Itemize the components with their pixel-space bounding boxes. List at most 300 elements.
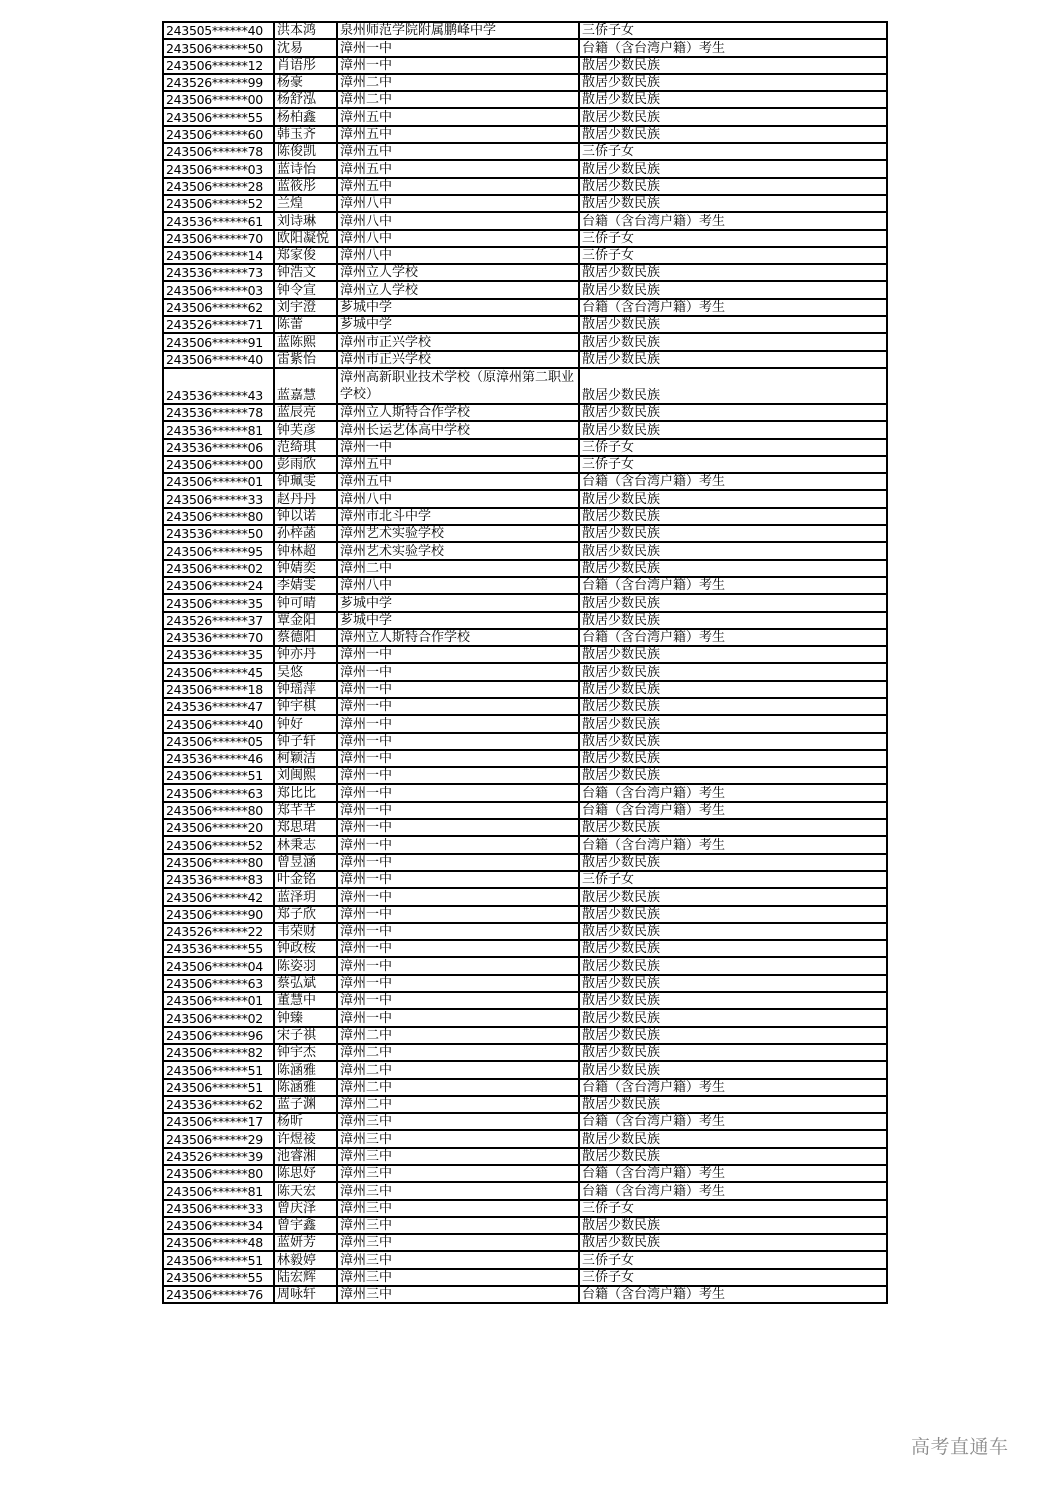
table-row <box>163 473 887 490</box>
table-row <box>163 22 887 39</box>
category-cell: 三侨子女 <box>579 871 887 888</box>
school-cell: 漳州二中 <box>337 1061 579 1078</box>
category-cell: 散居少数民族 <box>579 663 887 680</box>
category-cell: 散居少数民族 <box>579 108 887 125</box>
school-cell: 漳州一中 <box>337 646 579 663</box>
category-cell: 台籍（含台湾户籍）考生 <box>579 836 887 853</box>
candidate-id-cell: 243506******80 <box>163 1165 274 1182</box>
table-row <box>163 612 887 629</box>
candidate-name-cell: 覃金阳 <box>274 612 337 629</box>
table-row <box>163 733 887 750</box>
table-row <box>163 264 887 281</box>
category-cell: 散居少数民族 <box>579 490 887 507</box>
candidate-id-cell: 243506******78 <box>163 143 274 160</box>
candidate-id-cell: 243526******71 <box>163 316 274 333</box>
candidate-id-cell: 243506******55 <box>163 1269 274 1286</box>
candidate-id-cell: 243506******05 <box>163 733 274 750</box>
candidate-id-cell: 243506******80 <box>163 508 274 525</box>
school-cell: 漳州一中 <box>337 802 579 819</box>
table-row <box>163 421 887 438</box>
school-cell: 漳州五中 <box>337 473 579 490</box>
category-cell: 散居少数民族 <box>579 178 887 195</box>
school-cell: 漳州市北斗中学 <box>337 508 579 525</box>
table-row <box>163 1217 887 1234</box>
candidate-id-cell: 243506******51 <box>163 767 274 784</box>
category-cell: 散居少数民族 <box>579 264 887 281</box>
candidate-name-cell: 杨豪 <box>274 74 337 91</box>
candidate-list-sheet <box>162 21 886 1304</box>
table-row <box>163 715 887 732</box>
candidate-name-cell: 陈涵雅 <box>274 1061 337 1078</box>
table-row <box>163 1113 887 1130</box>
candidate-name-cell: 林毅婷 <box>274 1251 337 1268</box>
candidate-name-cell: 钟子轩 <box>274 733 337 750</box>
category-cell: 散居少数民族 <box>579 888 887 905</box>
school-cell: 漳州一中 <box>337 975 579 992</box>
category-cell: 台籍（含台湾户籍）考生 <box>579 629 887 646</box>
candidate-name-cell: 刘诗琳 <box>274 212 337 229</box>
candidate-name-cell: 钟好 <box>274 715 337 732</box>
category-cell: 散居少数民族 <box>579 560 887 577</box>
category-cell: 台籍（含台湾户籍）考生 <box>579 784 887 801</box>
school-cell: 漳州二中 <box>337 74 579 91</box>
category-cell: 台籍（含台湾户籍）考生 <box>579 1182 887 1199</box>
candidate-id-cell: 243506******28 <box>163 178 274 195</box>
table-row <box>163 1148 887 1165</box>
candidate-name-cell: 韩玉齐 <box>274 126 337 143</box>
candidate-id-cell: 243506******91 <box>163 333 274 350</box>
school-cell: 芗城中学 <box>337 594 579 611</box>
candidate-id-cell: 243536******35 <box>163 646 274 663</box>
category-cell: 散居少数民族 <box>579 508 887 525</box>
category-cell: 台籍（含台湾户籍）考生 <box>579 473 887 490</box>
table-row <box>163 854 887 871</box>
candidate-name-cell: 孙梓菡 <box>274 525 337 542</box>
school-cell: 漳州八中 <box>337 212 579 229</box>
table-row <box>163 299 887 316</box>
candidate-table <box>162 21 888 1304</box>
table-row <box>163 1061 887 1078</box>
candidate-id-cell: 243506******51 <box>163 1251 274 1268</box>
category-cell: 散居少数民族 <box>579 421 887 438</box>
school-cell: 漳州八中 <box>337 577 579 594</box>
candidate-id-cell: 243506******52 <box>163 836 274 853</box>
school-cell: 漳州立人斯特合作学校 <box>337 404 579 421</box>
candidate-name-cell: 董慧中 <box>274 992 337 1009</box>
candidate-id-cell: 243506******34 <box>163 1217 274 1234</box>
school-cell: 漳州三中 <box>337 1200 579 1217</box>
candidate-id-cell: 243536******61 <box>163 212 274 229</box>
candidate-id-cell: 243506******81 <box>163 1182 274 1199</box>
school-cell: 漳州一中 <box>337 992 579 1009</box>
candidate-name-cell: 曾宇鑫 <box>274 1217 337 1234</box>
table-row <box>163 316 887 333</box>
category-cell: 散居少数民族 <box>579 160 887 177</box>
candidate-id-cell: 243536******81 <box>163 421 274 438</box>
candidate-name-cell: 郑芊芊 <box>274 802 337 819</box>
table-row <box>163 230 887 247</box>
candidate-name-cell: 钟林超 <box>274 542 337 559</box>
table-row <box>163 906 887 923</box>
school-cell: 漳州一中 <box>337 888 579 905</box>
candidate-id-cell: 243506******63 <box>163 784 274 801</box>
table-row <box>163 178 887 195</box>
school-cell: 漳州三中 <box>337 1286 579 1303</box>
watermark-text: 高考直通车 <box>911 1436 1009 1458</box>
candidate-id-cell: 243506******55 <box>163 108 274 125</box>
category-cell: 散居少数民族 <box>579 351 887 368</box>
table-row <box>163 333 887 350</box>
category-cell: 散居少数民族 <box>579 1096 887 1113</box>
category-cell: 散居少数民族 <box>579 681 887 698</box>
candidate-id-cell: 243506******96 <box>163 1027 274 1044</box>
table-row <box>163 594 887 611</box>
category-cell: 三侨子女 <box>579 1200 887 1217</box>
candidate-id-cell: 243536******70 <box>163 629 274 646</box>
category-cell: 散居少数民族 <box>579 404 887 421</box>
school-cell: 漳州一中 <box>337 906 579 923</box>
category-cell: 散居少数民族 <box>579 1044 887 1061</box>
candidate-id-cell: 243506******33 <box>163 1200 274 1217</box>
school-cell: 漳州三中 <box>337 1182 579 1199</box>
table-row <box>163 247 887 264</box>
school-cell: 漳州一中 <box>337 923 579 940</box>
category-cell: 台籍（含台湾户籍）考生 <box>579 577 887 594</box>
table-row <box>163 681 887 698</box>
candidate-id-cell: 243506******51 <box>163 1079 274 1096</box>
candidate-id-cell: 243506******01 <box>163 473 274 490</box>
school-cell: 漳州三中 <box>337 1217 579 1234</box>
candidate-id-cell: 243506******45 <box>163 663 274 680</box>
candidate-name-cell: 蓝子渊 <box>274 1096 337 1113</box>
table-row <box>163 195 887 212</box>
candidate-name-cell: 陈姿羽 <box>274 957 337 974</box>
table-row <box>163 542 887 559</box>
candidate-name-cell: 陈思妤 <box>274 1165 337 1182</box>
candidate-id-cell: 243506******70 <box>163 230 274 247</box>
candidate-name-cell: 蔡弘斌 <box>274 975 337 992</box>
candidate-name-cell: 彭雨欣 <box>274 456 337 473</box>
table-row <box>163 940 887 957</box>
candidate-name-cell: 钟芙彦 <box>274 421 337 438</box>
candidate-name-cell: 钟宇杰 <box>274 1044 337 1061</box>
candidate-name-cell: 钟亦丹 <box>274 646 337 663</box>
candidate-name-cell: 钟臻 <box>274 1009 337 1026</box>
category-cell: 散居少数民族 <box>579 819 887 836</box>
category-cell: 散居少数民族 <box>579 316 887 333</box>
candidate-name-cell: 蓝泽玥 <box>274 888 337 905</box>
table-row <box>163 490 887 507</box>
candidate-id-cell: 243536******55 <box>163 940 274 957</box>
category-cell: 散居少数民族 <box>579 333 887 350</box>
category-cell: 散居少数民族 <box>579 1009 887 1026</box>
category-cell: 台籍（含台湾户籍）考生 <box>579 212 887 229</box>
candidate-name-cell: 吴悠 <box>274 663 337 680</box>
school-cell: 芗城中学 <box>337 612 579 629</box>
candidate-name-cell: 沈易 <box>274 39 337 56</box>
table-row <box>163 698 887 715</box>
table-row <box>163 456 887 473</box>
table-row <box>163 439 887 456</box>
table-row <box>163 508 887 525</box>
candidate-name-cell: 钟浩文 <box>274 264 337 281</box>
category-cell: 三侨子女 <box>579 143 887 160</box>
category-cell: 散居少数民族 <box>579 854 887 871</box>
school-cell: 漳州一中 <box>337 854 579 871</box>
category-cell: 散居少数民族 <box>579 368 887 404</box>
school-cell: 漳州八中 <box>337 230 579 247</box>
category-cell: 台籍（含台湾户籍）考生 <box>579 1165 887 1182</box>
school-cell: 漳州三中 <box>337 1165 579 1182</box>
category-cell: 散居少数民族 <box>579 594 887 611</box>
school-cell: 漳州八中 <box>337 490 579 507</box>
candidate-name-cell: 叶金铭 <box>274 871 337 888</box>
category-cell: 散居少数民族 <box>579 91 887 108</box>
table-row <box>163 923 887 940</box>
school-cell: 漳州八中 <box>337 247 579 264</box>
candidate-id-cell: 243506******95 <box>163 542 274 559</box>
candidate-id-cell: 243536******43 <box>163 368 274 404</box>
candidate-id-cell: 243506******20 <box>163 819 274 836</box>
table-row <box>163 1027 887 1044</box>
candidate-id-cell: 243536******47 <box>163 698 274 715</box>
table-row <box>163 143 887 160</box>
candidate-name-cell: 池睿湘 <box>274 1148 337 1165</box>
candidate-id-cell: 243506******48 <box>163 1234 274 1251</box>
candidate-name-cell: 范绮琪 <box>274 439 337 456</box>
candidate-id-cell: 243506******29 <box>163 1130 274 1147</box>
candidate-name-cell: 赵丹丹 <box>274 490 337 507</box>
candidate-id-cell: 243506******04 <box>163 957 274 974</box>
candidate-id-cell: 243506******90 <box>163 906 274 923</box>
candidate-name-cell: 郑子欣 <box>274 906 337 923</box>
school-cell: 漳州三中 <box>337 1130 579 1147</box>
candidate-id-cell: 243506******82 <box>163 1044 274 1061</box>
school-cell: 漳州八中 <box>337 195 579 212</box>
table-row <box>163 802 887 819</box>
school-cell: 漳州一中 <box>337 698 579 715</box>
category-cell: 台籍（含台湾户籍）考生 <box>579 1079 887 1096</box>
candidate-name-cell: 柯颖洁 <box>274 750 337 767</box>
table-row <box>163 629 887 646</box>
category-cell: 散居少数民族 <box>579 74 887 91</box>
school-cell: 泉州师范学院附属鹏峰中学 <box>337 22 579 39</box>
table-row <box>163 351 887 368</box>
candidate-name-cell: 郑思珺 <box>274 819 337 836</box>
candidate-name-cell: 郑家俊 <box>274 247 337 264</box>
table-row <box>163 888 887 905</box>
school-cell: 漳州一中 <box>337 439 579 456</box>
table-row <box>163 784 887 801</box>
candidate-id-cell: 243536******73 <box>163 264 274 281</box>
table-row <box>163 819 887 836</box>
school-cell: 漳州二中 <box>337 91 579 108</box>
candidate-name-cell: 蓝筱彤 <box>274 178 337 195</box>
candidate-id-cell: 243506******60 <box>163 126 274 143</box>
candidate-id-cell: 243506******12 <box>163 57 274 74</box>
candidate-name-cell: 李婧雯 <box>274 577 337 594</box>
candidate-id-cell: 243506******02 <box>163 1009 274 1026</box>
category-cell: 台籍（含台湾户籍）考生 <box>579 1286 887 1303</box>
school-cell: 漳州五中 <box>337 126 579 143</box>
table-row <box>163 1096 887 1113</box>
table-row <box>163 1165 887 1182</box>
category-cell: 台籍（含台湾户籍）考生 <box>579 39 887 56</box>
candidate-id-cell: 243506******02 <box>163 560 274 577</box>
school-cell: 漳州市正兴学校 <box>337 351 579 368</box>
school-cell: 漳州三中 <box>337 1251 579 1268</box>
candidate-name-cell: 蔡德阳 <box>274 629 337 646</box>
category-cell: 散居少数民族 <box>579 923 887 940</box>
school-cell: 漳州一中 <box>337 681 579 698</box>
candidate-id-cell: 243506******40 <box>163 715 274 732</box>
school-cell: 芗城中学 <box>337 299 579 316</box>
table-row <box>163 871 887 888</box>
candidate-id-cell: 243526******99 <box>163 74 274 91</box>
candidate-name-cell: 钟令宣 <box>274 281 337 298</box>
candidate-id-cell: 243506******33 <box>163 490 274 507</box>
table-row <box>163 975 887 992</box>
candidate-name-cell: 兰煌 <box>274 195 337 212</box>
table-row <box>163 992 887 1009</box>
candidate-name-cell: 钟政桉 <box>274 940 337 957</box>
school-cell: 漳州立人学校 <box>337 281 579 298</box>
school-cell: 漳州艺术实验学校 <box>337 525 579 542</box>
candidate-id-cell: 243506******00 <box>163 456 274 473</box>
school-cell: 漳州二中 <box>337 1096 579 1113</box>
candidate-id-cell: 243536******50 <box>163 525 274 542</box>
category-cell: 三侨子女 <box>579 456 887 473</box>
table-row <box>163 1130 887 1147</box>
category-cell: 散居少数民族 <box>579 542 887 559</box>
table-row <box>163 646 887 663</box>
table-row <box>163 74 887 91</box>
category-cell: 散居少数民族 <box>579 957 887 974</box>
candidate-name-cell: 蓝陈熙 <box>274 333 337 350</box>
candidate-name-cell: 钟以诺 <box>274 508 337 525</box>
school-cell: 漳州二中 <box>337 1079 579 1096</box>
candidate-id-cell: 243506******42 <box>163 888 274 905</box>
table-row <box>163 1286 887 1303</box>
category-cell: 台籍（含台湾户籍）考生 <box>579 1113 887 1130</box>
school-cell: 漳州三中 <box>337 1148 579 1165</box>
candidate-id-cell: 243506******00 <box>163 91 274 108</box>
table-row <box>163 577 887 594</box>
school-cell: 漳州五中 <box>337 160 579 177</box>
table-row <box>163 767 887 784</box>
candidate-name-cell: 钟瑶萍 <box>274 681 337 698</box>
category-cell: 台籍（含台湾户籍）考生 <box>579 299 887 316</box>
school-cell: 漳州五中 <box>337 178 579 195</box>
candidate-id-cell: 243506******52 <box>163 195 274 212</box>
school-cell: 漳州五中 <box>337 108 579 125</box>
category-cell: 三侨子女 <box>579 1251 887 1268</box>
category-cell: 台籍（含台湾户籍）考生 <box>579 802 887 819</box>
candidate-id-cell: 243506******76 <box>163 1286 274 1303</box>
category-cell: 散居少数民族 <box>579 646 887 663</box>
table-row <box>163 663 887 680</box>
category-cell: 散居少数民族 <box>579 195 887 212</box>
candidate-name-cell: 洪本鸿 <box>274 22 337 39</box>
candidate-name-cell: 杨柏鑫 <box>274 108 337 125</box>
category-cell: 散居少数民族 <box>579 525 887 542</box>
category-cell: 散居少数民族 <box>579 906 887 923</box>
school-cell: 漳州一中 <box>337 750 579 767</box>
candidate-name-cell: 曾庆泽 <box>274 1200 337 1217</box>
candidate-name-cell: 周咏轩 <box>274 1286 337 1303</box>
candidate-name-cell: 陈俊凯 <box>274 143 337 160</box>
candidate-id-cell: 243506******35 <box>163 594 274 611</box>
candidate-id-cell: 243506******03 <box>163 160 274 177</box>
candidate-id-cell: 243526******39 <box>163 1148 274 1165</box>
table-row <box>163 1234 887 1251</box>
candidate-id-cell: 243506******18 <box>163 681 274 698</box>
candidate-id-cell: 243506******62 <box>163 299 274 316</box>
table-row <box>163 957 887 974</box>
candidate-name-cell: 陈蕾 <box>274 316 337 333</box>
category-cell: 散居少数民族 <box>579 126 887 143</box>
table-row <box>163 404 887 421</box>
school-cell: 漳州一中 <box>337 871 579 888</box>
candidate-name-cell: 蓝辰亮 <box>274 404 337 421</box>
school-cell: 漳州三中 <box>337 1269 579 1286</box>
table-row <box>163 212 887 229</box>
category-cell: 散居少数民族 <box>579 281 887 298</box>
candidate-name-cell: 宋子祺 <box>274 1027 337 1044</box>
category-cell: 散居少数民族 <box>579 698 887 715</box>
school-cell: 漳州立人斯特合作学校 <box>337 629 579 646</box>
table-row <box>163 1251 887 1268</box>
table-row <box>163 126 887 143</box>
school-cell: 漳州三中 <box>337 1113 579 1130</box>
school-cell: 漳州一中 <box>337 57 579 74</box>
category-cell: 三侨子女 <box>579 22 887 39</box>
candidate-id-cell: 243526******22 <box>163 923 274 940</box>
candidate-id-cell: 243536******62 <box>163 1096 274 1113</box>
table-row <box>163 1182 887 1199</box>
candidate-name-cell: 许煜祾 <box>274 1130 337 1147</box>
table-row <box>163 108 887 125</box>
table-row <box>163 525 887 542</box>
candidate-id-cell: 243506******63 <box>163 975 274 992</box>
candidate-name-cell: 郑比比 <box>274 784 337 801</box>
candidate-id-cell: 243506******17 <box>163 1113 274 1130</box>
school-cell: 漳州一中 <box>337 1009 579 1026</box>
school-cell: 漳州一中 <box>337 767 579 784</box>
category-cell: 散居少数民族 <box>579 750 887 767</box>
candidate-name-cell: 杨舒泓 <box>274 91 337 108</box>
candidate-id-cell: 243536******46 <box>163 750 274 767</box>
candidate-id-cell: 243506******80 <box>163 854 274 871</box>
candidate-name-cell: 陈天宏 <box>274 1182 337 1199</box>
table-row <box>163 1044 887 1061</box>
candidate-name-cell: 肖语彤 <box>274 57 337 74</box>
candidate-name-cell: 欧阳凝悦 <box>274 230 337 247</box>
school-cell: 漳州五中 <box>337 456 579 473</box>
candidate-id-cell: 243526******37 <box>163 612 274 629</box>
candidate-name-cell: 钟珮雯 <box>274 473 337 490</box>
table-row <box>163 1269 887 1286</box>
school-cell: 漳州一中 <box>337 733 579 750</box>
category-cell: 散居少数民族 <box>579 1217 887 1234</box>
candidate-name-cell: 刘闽熙 <box>274 767 337 784</box>
category-cell: 三侨子女 <box>579 230 887 247</box>
category-cell: 散居少数民族 <box>579 733 887 750</box>
school-cell: 漳州二中 <box>337 1027 579 1044</box>
table-row <box>163 160 887 177</box>
category-cell: 散居少数民族 <box>579 1027 887 1044</box>
school-cell: 漳州高新职业技术学校（原漳州第二职业学校） <box>337 368 579 404</box>
